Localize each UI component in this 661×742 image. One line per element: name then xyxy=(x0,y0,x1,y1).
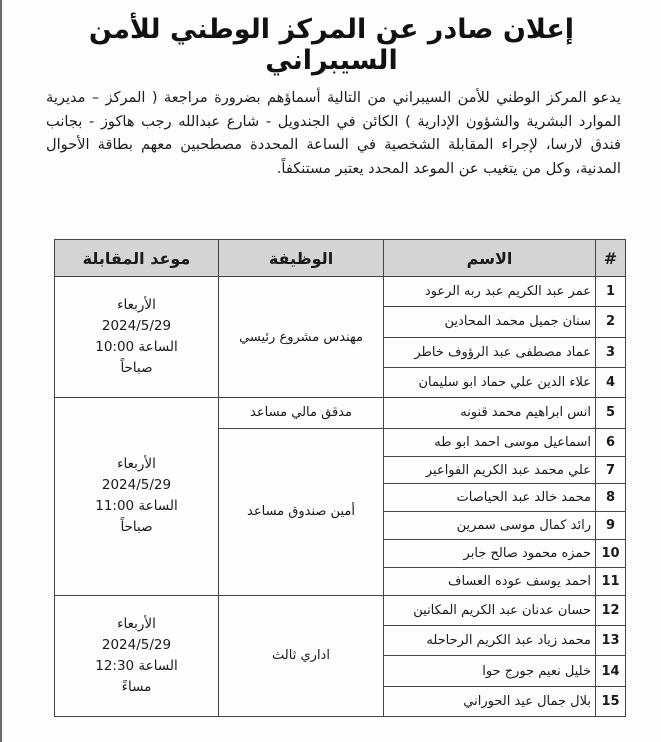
row-number: 2 xyxy=(596,307,626,337)
job-title: مدقق مالي مساعد xyxy=(219,398,384,429)
slot-time: الساعة 10:00 xyxy=(95,339,178,356)
candidate-name: محمد زياد عبد الكريم الرحاحله xyxy=(384,626,596,656)
row-number: 5 xyxy=(596,398,626,429)
slot-period: صباحاً xyxy=(120,519,153,536)
row-number: 15 xyxy=(596,686,626,716)
job-title: اداري ثالث xyxy=(219,595,384,716)
table-row xyxy=(55,398,626,429)
row-number: 3 xyxy=(596,337,626,367)
candidate-name: حمزه محمود صالح جابر xyxy=(384,540,596,568)
header-date: موعد المقابلة xyxy=(55,240,219,277)
row-number: 11 xyxy=(596,567,626,595)
job-title: مهندس مشروع رئيسي xyxy=(219,277,384,398)
slot-day: الأربعاء xyxy=(117,297,156,314)
candidate-name: حسان عدنان عبد الكريم المكانين xyxy=(384,595,596,625)
candidate-name: بلال جمال عيد الحوراني xyxy=(384,686,596,716)
header-num: # xyxy=(596,240,626,277)
slot-time: الساعة 11:00 xyxy=(95,498,178,515)
candidate-name: خليل نعيم جورج حوا xyxy=(384,656,596,686)
interview-slot-1 xyxy=(55,277,219,398)
table-row xyxy=(55,595,626,625)
candidate-name: علاء الدين علي حماد ابو سليمان xyxy=(384,367,596,397)
interview-slot-3 xyxy=(55,595,219,716)
row-number: 1 xyxy=(596,277,626,307)
header-job: الوظيفة xyxy=(219,240,384,277)
announcement-intro: يدعو المركز الوطني للأمن السيبراني من التالية أسماؤهم بضرورة مراجعة ( المركز – مديرية الموارد البشرية والشؤون الإدارية ) الكائن في الجندويل - شارع عبدالله رجب هاكوز - بجانب فندق لارسا، لإجراء المقابلة الشخصية في الساعة المحددة مصطحبين معهم بطاقة الأحوال المدنية، وكل من يتغيب عن الموعد المحدد يعتبر مستنكفاً. xyxy=(46,89,621,177)
candidate-name: اسماعيل موسى احمد ابو طه xyxy=(384,428,596,456)
slot-date: 2024/5/29 xyxy=(101,636,172,653)
slot-day: الأربعاء xyxy=(117,456,156,473)
candidate-name: سنان جميل محمد المحادين xyxy=(384,307,596,337)
row-number: 7 xyxy=(596,456,626,484)
candidate-name: انس ابراهيم محمد قنونه xyxy=(384,398,596,429)
job-title: أمين صندوق مساعد xyxy=(219,428,384,595)
interview-slot-2 xyxy=(55,398,219,596)
interview-schedule-table xyxy=(54,239,626,717)
row-number: 6 xyxy=(596,428,626,456)
slot-date: 2024/5/29 xyxy=(101,477,172,494)
slot-date: 2024/5/29 xyxy=(101,318,172,335)
row-number: 14 xyxy=(596,656,626,686)
slot-period: صباحاً xyxy=(120,360,153,377)
table-header-row xyxy=(55,240,626,277)
candidate-name: علي محمد عبد الكريم الفواعير xyxy=(384,456,596,484)
candidate-name: احمد يوسف عوده العساف xyxy=(384,567,596,595)
row-number: 12 xyxy=(596,595,626,625)
candidate-name: عماد مصطفى عبد الرؤوف خاطر xyxy=(384,337,596,367)
candidate-name: عمر عبد الكريم عبد ربه الرعود xyxy=(384,277,596,307)
table-row xyxy=(55,277,626,307)
slot-day: الأربعاء xyxy=(117,615,156,632)
slot-period: مساءً xyxy=(121,678,152,695)
row-number: 4 xyxy=(596,367,626,397)
row-number: 8 xyxy=(596,484,626,512)
candidate-name: رائد كمال موسى سمرين xyxy=(384,512,596,540)
row-number: 13 xyxy=(596,626,626,656)
announcement-title: إعلان صادر عن المركز الوطني للأمن السيبراني xyxy=(88,14,575,76)
header-name: الاسم xyxy=(384,240,596,277)
row-number: 9 xyxy=(596,512,626,540)
row-number: 10 xyxy=(596,540,626,568)
slot-time: الساعة 12:30 xyxy=(95,657,178,674)
candidate-name: محمد خالد عبد الحياصات xyxy=(384,484,596,512)
